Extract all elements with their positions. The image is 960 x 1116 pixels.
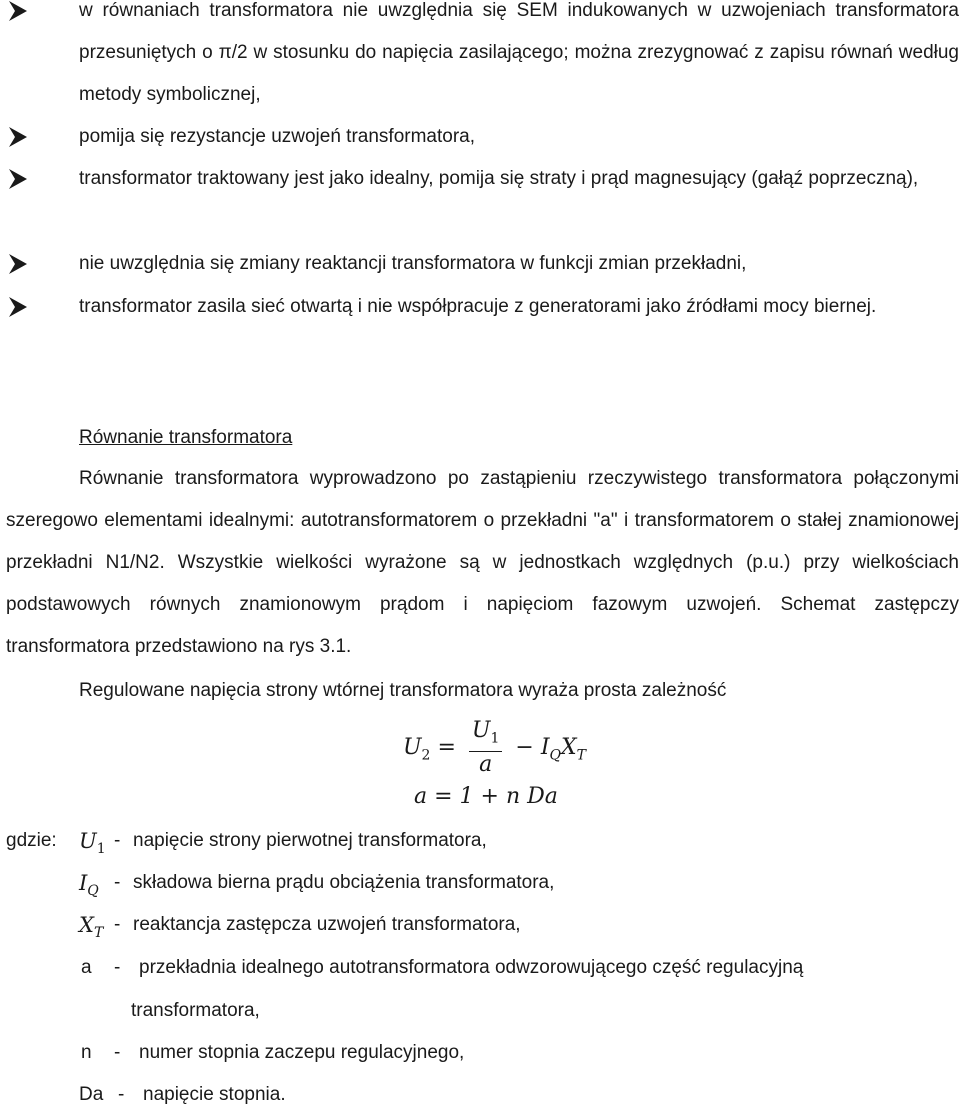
definition-text: numer stopnia zaczepu regulacyjnego, [139,1042,465,1063]
list-item-text: transformator zasila sieć otwartą i nie współpracuje z generatorami jako źródłami mocy biernej. [79,296,877,317]
definition-dash: - [114,872,121,893]
definitions-intro: gdzie: [6,830,57,851]
formula-lhs: $U_2$ [403,735,431,764]
list-item-text: transformator traktowany jest jako idealny, pomija się straty i prąd magnesujący (gałąź poprzeczną), [79,168,919,189]
section-heading: Równanie transformatora [79,427,293,448]
definition-text-continued: transformatora, [131,1000,260,1021]
minus-sign: − [515,735,534,761]
arrowhead-bullet-icon [8,0,28,22]
definition-symbol: $X_T$ [79,913,104,942]
definition-symbol: $U_1$ [79,829,106,858]
definition-dash: - [114,1042,121,1063]
arrowhead-bullet-icon [8,253,28,275]
fraction [469,718,502,778]
definition-symbol: Da [79,1084,104,1105]
list-item-text: nie uwzględnia się zmiany reaktancji transformatora w funkcji zmian przekładni, [79,253,747,274]
list-item-text: pomija się rezystancje uzwojeń transformatora, [79,126,476,147]
definition-text: napięcie strony pierwotnej transformatora, [133,830,487,851]
arrowhead-bullet-icon [8,296,28,318]
definition-dash: - [114,830,121,851]
arrowhead-bullet-icon [8,168,28,190]
formula-a: a = 1 + n Da [414,784,558,809]
equals-sign: = [437,735,456,761]
paragraph: Równanie transformatora wyprowadzono po zastąpieniu rzeczywistego transformatora połączonymi szeregowo elementami idealnymi: autotransformatorem o przekładni "a" i transformatorem o stałej znamionowej przekładni N1/N2. Wszystkie wielkości wyrażone są w jednostkach względnych (p.u.) przy wielkościach podstawowych równych znamionowym prądom i napięciom fazowym uzwojeń. Schemat zastępczy transformatora przedstawiono na rys 3.1. [6,468,959,657]
arrowhead-bullet-icon [8,126,28,148]
fraction-numerator: $U_1$ [469,718,502,752]
definition-symbol: $I_Q$ [79,871,99,900]
definition-symbol: a [81,957,92,978]
definition-dash: - [114,957,121,978]
definition-text: napięcie stopnia. [143,1084,286,1105]
definition-text: przekładnia idealnego autotransformatora odwzorowującego część regulacyjną [139,957,804,978]
definition-text: reaktancja zastępcza uzwojeń transformatora, [133,914,521,935]
paragraph: Regulowane napięcia strony wtórnej transformatora wyraża prosta zależność [79,680,727,701]
fraction-denominator: a [479,752,493,778]
definition-symbol: n [81,1042,92,1063]
definition-dash: - [114,914,121,935]
definition-dash: - [118,1084,125,1105]
formula-term: $I_QX_T$ [540,735,587,764]
formula-u2 [403,718,587,778]
definition-text: składowa bierna prądu obciążenia transformatora, [133,872,555,893]
list-item-text: w równaniach transformatora nie uwzględnia się SEM indukowanych w uzwojeniach transformatora przesuniętych o π/2 w stosunku do napięcia zasilającego; można zrezygnować z zapisu równań według metody symbolicznej, [79,0,959,105]
